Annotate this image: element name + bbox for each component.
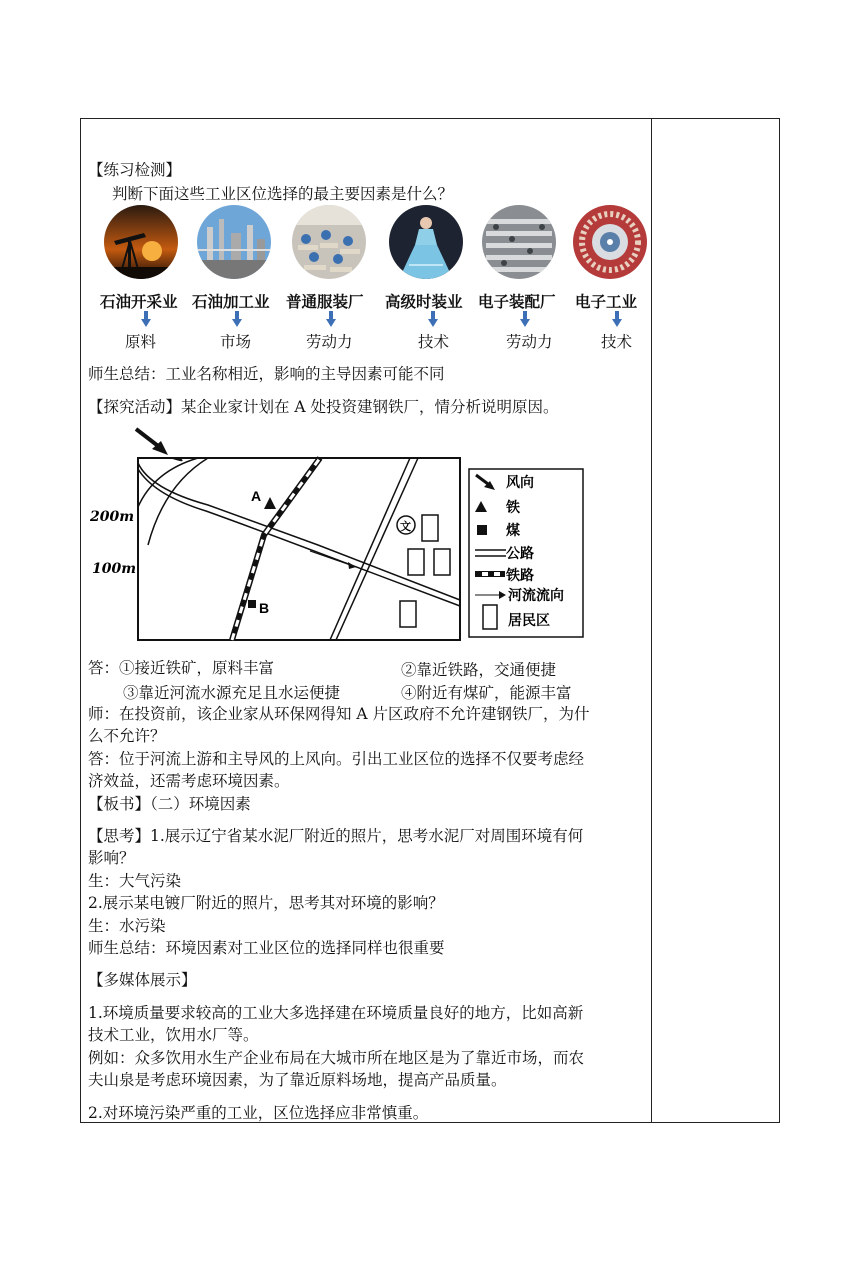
oil-drilling-photo bbox=[104, 205, 178, 279]
answer-point-4: ④附近有煤矿，能源丰富 bbox=[401, 684, 572, 702]
iron-marker-icon bbox=[264, 497, 276, 509]
arrow-down-icon bbox=[520, 311, 530, 327]
svg-text:铁: 铁 bbox=[506, 500, 520, 516]
svg-text:居民区: 居民区 bbox=[508, 613, 550, 629]
answer-point-1: 答：①接近铁矿，原料丰富 bbox=[88, 659, 275, 677]
svg-text:文: 文 bbox=[400, 520, 411, 533]
svg-text:公路: 公路 bbox=[506, 546, 534, 562]
svg-text:风向: 风向 bbox=[506, 475, 534, 491]
industry-label-oil-refining: 石油加工业 bbox=[192, 293, 270, 311]
factor-labor: 劳动力 bbox=[306, 333, 353, 351]
arrow-down-icon bbox=[428, 311, 438, 327]
industry-label-oil-extraction: 石油开采业 bbox=[100, 293, 178, 311]
location-map bbox=[88, 425, 588, 645]
svg-text:铁路: 铁路 bbox=[506, 568, 534, 584]
elevation-100-label: 100m bbox=[92, 561, 137, 577]
svg-text:B: B bbox=[259, 600, 270, 616]
wind-arrow-icon bbox=[136, 429, 168, 455]
coal-marker-icon bbox=[248, 600, 256, 608]
industry-label-electronics: 电子工业 bbox=[575, 293, 638, 311]
table-column-divider bbox=[651, 118, 652, 1123]
multimedia-point2: 2.对环境污染严重的工业，区位选择应非常慎重。 bbox=[88, 1104, 429, 1122]
svg-text:河流流向: 河流流向 bbox=[508, 588, 564, 604]
fashion-show-photo bbox=[389, 205, 463, 279]
summary-text-2: 师生总结：环境因素对工业区位的选择同样也很重要 bbox=[88, 939, 445, 957]
think-line2: 影响？ bbox=[88, 849, 135, 867]
factor-market: 市场 bbox=[220, 333, 252, 351]
answer-point-2: ②靠近铁路，交通便捷 bbox=[401, 661, 557, 679]
answer-line1: 答：位于河流上游和主导风的上风向。引出工业区位的选择不仅要考虑经 bbox=[88, 750, 585, 768]
factor-technology: 技术 bbox=[601, 333, 633, 351]
multimedia-heading: 【多媒体展示】 bbox=[88, 971, 197, 989]
teacher-question-line2: 么不允许？ bbox=[88, 727, 166, 745]
factor-raw-material: 原料 bbox=[125, 333, 157, 351]
think-line1: 【思考】1.展示辽宁省某水泥厂附近的照片，思考水泥厂对周围环境有何 bbox=[88, 827, 584, 845]
residential-icon bbox=[408, 549, 424, 575]
example-line1: 例如：众多饮用水生产企业布局在大城市所在地区是为了靠近市场，而农 bbox=[88, 1049, 585, 1067]
oil-refinery-photo bbox=[197, 205, 271, 279]
garment-factory-photo bbox=[292, 205, 366, 279]
teacher-question-line1: 师：在投资前，该企业家从环保网得知 A 片区政府不允许建钢铁厂，为什 bbox=[88, 705, 590, 723]
arrow-down-icon bbox=[232, 311, 242, 327]
answer-line2: 济效益，还需考虑环境因素。 bbox=[88, 772, 290, 790]
example-line2: 夫山泉是考虑环境因素，为了靠近原料场地，提高产品质量。 bbox=[88, 1071, 507, 1089]
map-legend bbox=[469, 469, 583, 637]
svg-text:煤: 煤 bbox=[506, 523, 520, 539]
arrow-down-icon bbox=[612, 311, 622, 327]
industry-label-garment: 普通服装厂 bbox=[286, 293, 364, 311]
factor-labor: 劳动力 bbox=[506, 333, 553, 351]
factor-technology: 技术 bbox=[418, 333, 450, 351]
residential-icon bbox=[434, 549, 450, 575]
industry-label-fashion: 高级时装业 bbox=[385, 293, 463, 311]
summary-text: 师生总结：工业名称相近，影响的主导因素可能不同 bbox=[88, 365, 445, 383]
elevation-200-label: 200m bbox=[90, 509, 135, 525]
arrow-down-icon bbox=[326, 311, 336, 327]
board-heading: 【板书】（二）环境因素 bbox=[88, 795, 251, 813]
answer-point-3: ③靠近河流水源充足且水运便捷 bbox=[123, 684, 341, 702]
question-text: 判断下面这些工业区位选择的最主要因素是什么？ bbox=[112, 185, 454, 203]
think-question-2: 2.展示某电镀厂附近的照片，思考其对环境的影响？ bbox=[88, 894, 444, 912]
student-answer-2: 生：水污染 bbox=[88, 917, 166, 935]
electronics-assembly-photo bbox=[482, 205, 556, 279]
multimedia-point1-line2: 技术工业，饮用水厂等。 bbox=[88, 1026, 259, 1044]
industry-label-electronics-assembly: 电子装配厂 bbox=[478, 293, 556, 311]
arrow-down-icon bbox=[141, 311, 151, 327]
section-heading-practice: 【练习检测】 bbox=[88, 161, 182, 179]
student-answer-1: 生：大气污染 bbox=[88, 872, 182, 890]
multimedia-point1-line1: 1.环境质量要求较高的工业大多选择建在环境质量良好的地方，比如高新 bbox=[88, 1004, 584, 1022]
residential-icon bbox=[400, 601, 416, 627]
svg-text:A: A bbox=[251, 488, 262, 504]
electronics-industry-photo bbox=[573, 205, 647, 279]
residential-icon bbox=[422, 515, 438, 541]
explore-activity: 【探究活动】某企业家计划在 A 处投资建钢铁厂，情分析说明原因。 bbox=[88, 398, 559, 416]
